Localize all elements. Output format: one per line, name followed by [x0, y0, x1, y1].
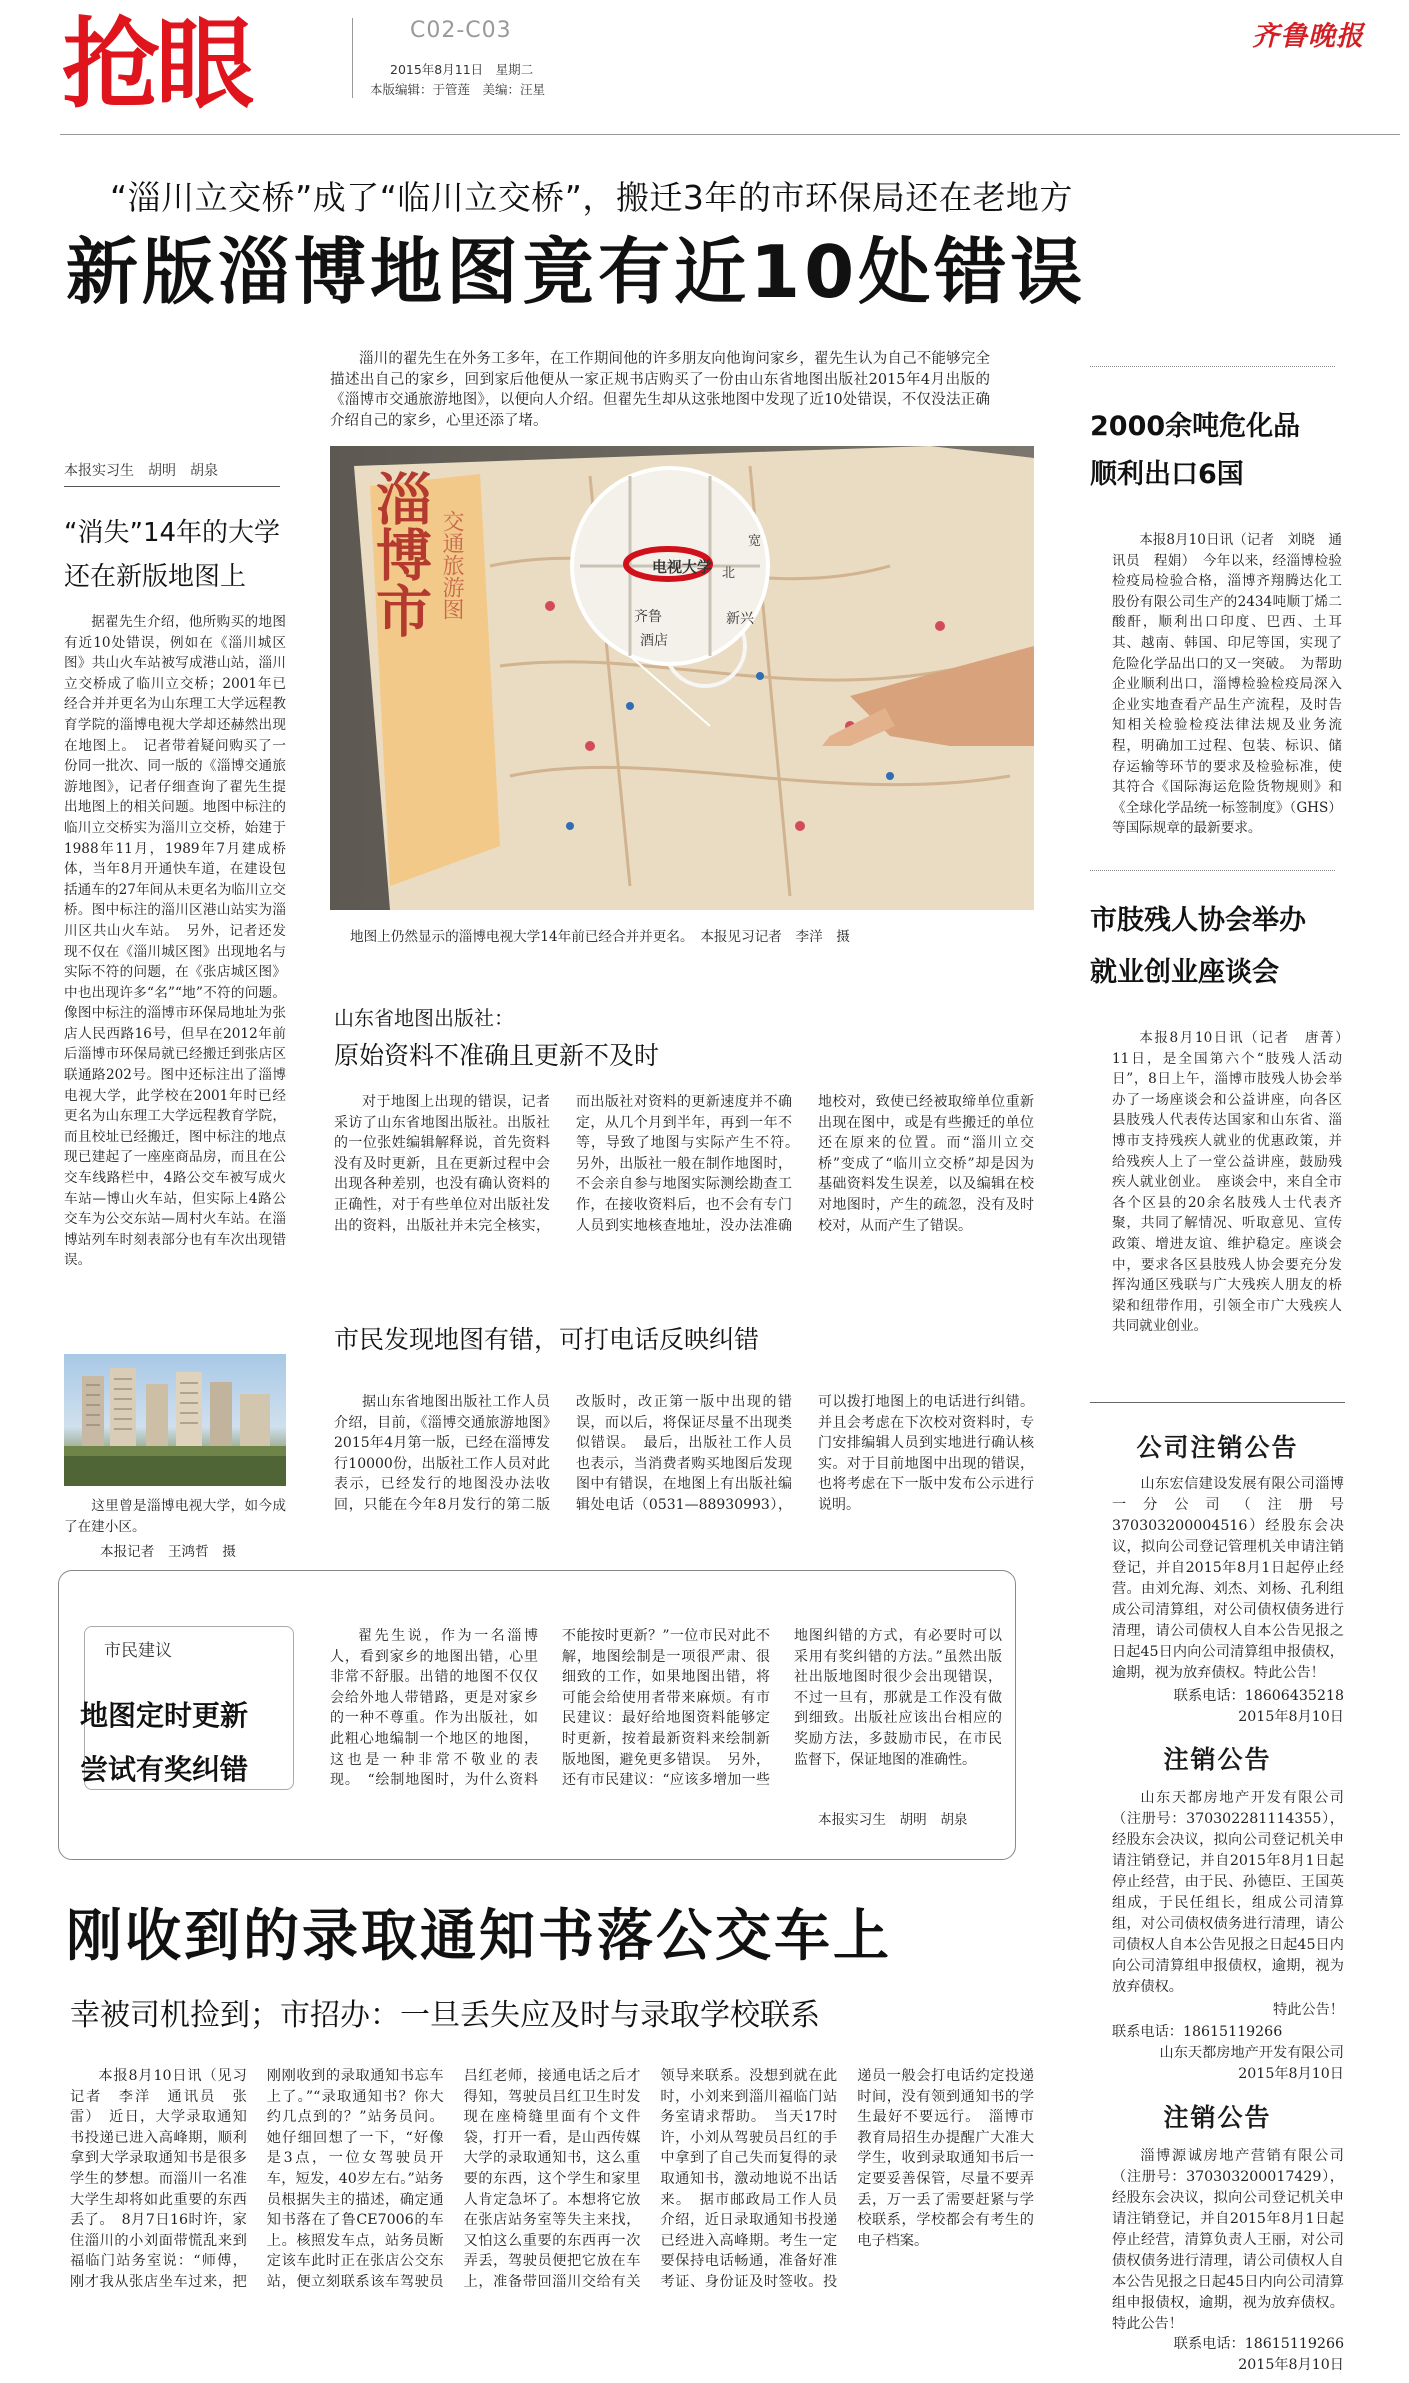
r1-title-line2: 顺利出口6国	[1090, 459, 1244, 490]
map-callout-4: 新兴	[726, 611, 754, 627]
byline: 本报实习生 胡明 胡泉	[64, 463, 218, 479]
lead-paragraph: 淄川的翟先生在外务工多年，在工作期间他的许多朋友向他询问家乡，翟先生认为自己不能够完全描述出自己的家乡，回到家后他便从一家正规书店购买了一份由山东省地图出版社2015年4月出版的《淄博市交通旅游地图》，以便向人介绍。但翟先生却从这张地图中发现了近10处错误，不仅没法正确介绍自己的家乡，心里还添了堵。	[330, 351, 990, 429]
notice1-title: 公司注销公告	[1136, 1433, 1299, 1462]
masthead-rule	[60, 134, 1400, 135]
sub3-title: 市民发现地图有错，可打电话反映纠错	[334, 1325, 760, 1354]
civic-title-line1: 地图定时更新	[80, 1699, 249, 1732]
masthead-divider	[352, 18, 353, 98]
r2-title-line2: 就业创业座谈会	[1090, 957, 1279, 988]
map-callout-1: 电视大学	[652, 558, 713, 576]
map-label-main: 淄博市	[367, 470, 433, 638]
page-code: C02-C03	[410, 18, 512, 43]
main-headline: 新版淄博地图竟有近10处错误	[66, 230, 1087, 314]
map-callout-6: 宽	[748, 534, 762, 549]
paper-logo: 齐鲁晚报	[1252, 21, 1364, 52]
building-photo	[64, 1354, 286, 1486]
r2-text: 本报8月10日讯（记者 唐菁） 11日，是全国第六个“肢残人活动日”，8日上午，淄博市肢残人协会举办了一场座谈会和公益讲座，向各区县肢残人代表传达国家和山东省、淄博市支持残疾人就业的优惠政策，并给残疾人上了一堂公益讲座，鼓励残疾人就业创业。 座谈会中，来自全市各个区县的20余名肢残人士代表齐聚，共同了解情况、听取意见、宣传政策、增进友谊、维护稳定。座谈会中，要求各区县肢残人协会要充分发挥沟通区残联与广大残疾人朋友的桥梁和纽带作用，引领全市广大残疾人共同就业创业。	[1112, 1030, 1356, 1335]
sub2-kicker: 山东省地图出版社：	[334, 1006, 514, 1030]
r2-title-line1: 市肢残人协会举办	[1090, 905, 1306, 936]
notice1-text: 山东宏信建设发展有限公司淄博一分公司（注册号370303200004516）经股东会决议，拟向公司登记管理机关申请注销登记，并自2015年8月1日起停止经营。由刘允海、刘杰、刘杨、孔利组成公司清算组，对公司债权债务进行清理，请公司债权人自本公告见报之日起45日内向公司清算组申报债权，逾期，视为放弃债权。特此公告！	[1112, 1476, 1344, 1681]
notice2-title: 注销公告	[1163, 1745, 1272, 1774]
notice1-phone: 联系电话：18606435218	[1173, 1688, 1344, 1704]
building-photo-caption: 这里曾是淄博电视大学，如今成了在建小区。	[64, 1498, 286, 1535]
building-illustration	[64, 1354, 286, 1486]
notice2-company: 山东天都房地产开发有限公司	[1159, 2045, 1344, 2061]
notice1-date: 2015年8月10日	[1238, 1709, 1344, 1725]
notice2-phone: 联系电话：18615119266	[1112, 2024, 1283, 2040]
notice3-phone: 联系电话：18615119266	[1173, 2336, 1344, 2352]
map-photo-caption: 地图上仍然显示的淄博电视大学14年前已经合并并更名。 本报见习记者 李洋 摄	[350, 929, 850, 945]
sub1-title-line1: “消失”14年的大学	[64, 518, 281, 548]
date-line: 2015年8月11日 星期二	[390, 62, 534, 77]
sub2-text: 对于地图上出现的错误，记者采访了山东省地图出版社。出版社的一位张姓编辑解释说，首先资料没有及时更新，且在更新过程中会出现各种差别，也没有确认资料的正确性，对于有些单位对出版社发出的资料，出版社并未完全核实，而出版社对资料的更新速度并不确定，从几个月到半年，再到一年不等，导致了地图与实际产生不符。 另外，出版社一般在制作地图时，不会亲自参与地图实际测绘勘查工作，在接收资料后，也不会有专门人员到实地核查地址，没办法准确地校对，致使已经被取缔单位重新出现在图中，或是有些搬迁的单位还在原来的位置。而“淄川立交桥”变成了“临川立交桥”却是因为基础资料发生误差，以及编辑在校对地图时，产生的疏忽，没有及时校对，从而产生了错误。	[334, 1094, 1034, 1234]
byline-rule	[64, 486, 280, 487]
editors-line: 本版编辑：于管莲 美编：汪星	[370, 82, 546, 97]
building-photo-credit: 本报记者 王鸿哲 摄	[100, 1544, 236, 1560]
sub1-title-line2: 还在新版地图上	[64, 562, 247, 592]
notice2-date: 2015年8月10日	[1238, 2066, 1344, 2082]
col1-text: 据翟先生介绍，他所购买的地图有近10处错误，例如在《淄川城区图》共山火车站被写成港山站，淄川立交桥成了临川立交桥；2001年已经合并并更名为山东理工大学远程教育学院的淄博电视大学却还赫然出现在地图上。 记者带着疑问购买了一份同一批次、同一版的《淄博交通旅游地图》，记者仔细查询了翟先生提出地图上的相关问题。地图中标注的临川立交桥实为淄川立交桥，始建于1988年11月，1989年7月建成桥体，当年8月开通快车道，在建设包括通车的27年间从未更名为临川立交桥。图中标注的淄川区港山站实为淄川区共山火车站。 另外，记者还发现不仅在《淄川城区图》出现地名与实际不符的问题，在《张店城区图》中也出现许多“名”“地”不符的问题。像图中标注的淄博市环保局地址为张店人民西路16号，但早在2012年前后淄博市环保局就已经搬迁到张店区联通路202号。图中还标注出了淄博电视大学，此学校在2001年时已经更名为山东理工大学远程教育学院，而且校址已经搬迁，图中标注的地点现已建起了一座座商品房，而且在公交车线路栏中，4路公交车被写成火车站—博山火车站，但实际上4路公交车为公交东站—周村火车站。在淄博站列车时刻表部分也有车次出现错误。	[64, 614, 286, 1269]
civic-byline: 本报实习生 胡明 胡泉	[818, 1812, 968, 1828]
right-rule-2	[1090, 870, 1335, 871]
r1-text: 本报8月10日讯（记者 刘晓 通讯员 程娟） 今年以来，经淄博检验检疫局检验合格，淄博齐翔腾达化工股份有限公司生产的2434吨顺丁烯二酸酐，顺利出口印度、巴西、土耳其、越南、韩国、印尼等国，实现了危险化学品出口的又一突破。 为帮助企业顺利出口，淄博检验检疫局深入企业实地查看产品生产流程，及时告知相关检验检疫法律法规及业务流程，明确加工过程、包装、标识、储存运输等环节的要求及检验标准，使其符合《国际海运危险货物规则》和《全球化学品统一标签制度》（GHS）等国际规章的最新要求。	[1112, 532, 1342, 837]
bus-subhead: 幸被司机捡到；市招办：一旦丢失应及时与录取学校联系	[70, 1998, 820, 2033]
notice2-text: 山东天都房地产开发有限公司（注册号：370302281114355），经股东会决议，拟向公司登记机关申请注销登记，并自2015年8月1日起停止经营，由于民、孙德臣、王国英组成，于民任组长，组成公司清算组，对公司债权债务进行清理，请公司债权人自本公告见报之日起45日内向公司清算组申报债权，逾期，视为放弃债权。	[1112, 1790, 1344, 1995]
map-label-sub: 交通旅游图	[439, 510, 464, 620]
bus-headline: 刚收到的录取通知书落公交车上	[66, 1904, 892, 1969]
civic-title-line2: 尝试有奖纠错	[80, 1753, 249, 1786]
notice1-rule	[1090, 1402, 1345, 1403]
r1-title-line1: 2000余吨危化品	[1090, 411, 1301, 442]
sub3-text: 据山东省地图出版社工作人员介绍，目前，《淄博交通旅游地图》2015年4月第一版，已经在淄博发行10000份，出版社工作人员对此表示，已经发行的地图没办法收回，只能在今年8月发行的第二版改版时，改正第一版中出现的错误，而以后，将保证尽量不出现类似错误。 最后，出版社工作人员也表示，当消费者购买地图后发现图中有错误，在地图上有出版社编辑处电话（0531—88930993），可以拨打地图上的电话进行纠错。并且会考虑在下次校对资料时，专门安排编辑人员到实地进行确认核实。对于目前地图中出现的错误，也将考虑在下一版中发布公示进行说明。	[334, 1394, 1034, 1513]
main-kicker: “淄川立交桥”成了“临川立交桥”，搬迁3年的市环保局还在老地方	[110, 178, 1073, 217]
notice3-text: 淄博源诚房地产营销有限公司（注册号：370303200017429），经股东会决议，拟向公司登记机关申请注销登记，并自2015年8月1日起停止经营，清算负责人王丽，对公司债权债务进行清理，请公司债权人自本公告见报之日起45日内向公司清算组申报债权，逾期，视为放弃债权。特此公告！	[1112, 2148, 1344, 2332]
civic-tag: 市民建议	[98, 1636, 178, 1661]
notice3-title: 注销公告	[1163, 2103, 1272, 2132]
map-callout-2: 齐鲁	[634, 609, 662, 625]
sub2-title: 原始资料不准确且更新不及时	[334, 1041, 660, 1070]
notice3-date: 2015年8月10日	[1238, 2357, 1344, 2373]
right-top-rule	[1090, 366, 1335, 367]
map-callout-3: 酒店	[640, 633, 668, 649]
notice2-special: 特此公告！	[1273, 2002, 1344, 2018]
bus-text: 本报8月10日讯（见习记者 李洋 通讯员 张雷） 近日，大学录取通知书投递已进入高峰期，顺利拿到大学录取通知书是很多学生的梦想。而淄川一名准大学生却将如此重要的东西丢了。 8月7日16时许，家住淄川的小刘面带慌乱来到福临门站务室说：“师傅，刚才我从张店坐车过来，把刚刚收到的录取通知书忘车上了。”“录取通知书？你大约几点到的？”站务员问。她仔细回想了一下，“好像是3点，一位女驾驶员开车，短发，40岁左右。”站务员根据失主的描述，确定通知书落在了鲁CE7006的车上。核照发车点，站务员断定该车此时正在张店公交东站，便立刻联系该车驾驶员吕红老师，接通电话之后才得知，驾驶员吕红卫生时发现在座椅缝里面有个文件袋，打开一看，是山西传媒大学的录取通知书，这么重要的东西，这个学生和家里人肯定急坏了。本想将它放在张店站务室等失主来找，又怕这么重要的东西再一次弄丢，驾驶员便把它放在车上，准备带回淄川交给有关领导来联系。没想到就在此时，小刘来到淄川福临门站务室请求帮助。 当天17时许，小刘从驾驶员吕红的手中拿到了自己失而复得的录取通知书，激动地说不出话来。 据市邮政局工作人员介绍，近日录取通知书投递已经进入高峰期。考生一定要保持电话畅通，准备好准考证、身份证及时签收。投递员一般会打电话约定投递时间，没有领到通知书的学生最好不要远行。 淄博市教育局招生办提醒广大准大学生，收到录取通知书后一定要妥善保管，尽量不要弄丢，万一丢了需要赶紧与学校联系，学校都会有考生的电子档案。	[70, 2068, 1034, 2290]
civic-text: 翟先生说，作为一名淄博人，看到家乡的地图出错，心里非常不舒服。出错的地图不仅仅会给外地人带错路，更是对家乡的一种不尊重。作为出版社，如此粗心地编制一个地区的地图，这也是一种非常不敬业的表现。 “绘制地图时，为什么资料不能按时更新？”一位市民对此不解，地图绘制是一项很严肃、很细致的工作，如果地图出错，将可能会给使用者带来麻烦。有市民建议：最好给地图资料能够定时更新，按着最新资料来绘制新版地图，避免更多错误。 另外，还有市民建议：“应该多增加一些地图纠错的方式，有必要时可以采用有奖纠错的方法。”虽然出版社出版地图时很少会出现错误，不过一旦有，那就是工作没有做到细致。出版社应该出台相应的奖励方法，多鼓励市民，在市民监督下，保证地图的准确性。	[330, 1628, 1002, 1789]
section-title: 抢眼	[62, 8, 251, 122]
map-callout-5: 北	[722, 566, 736, 581]
